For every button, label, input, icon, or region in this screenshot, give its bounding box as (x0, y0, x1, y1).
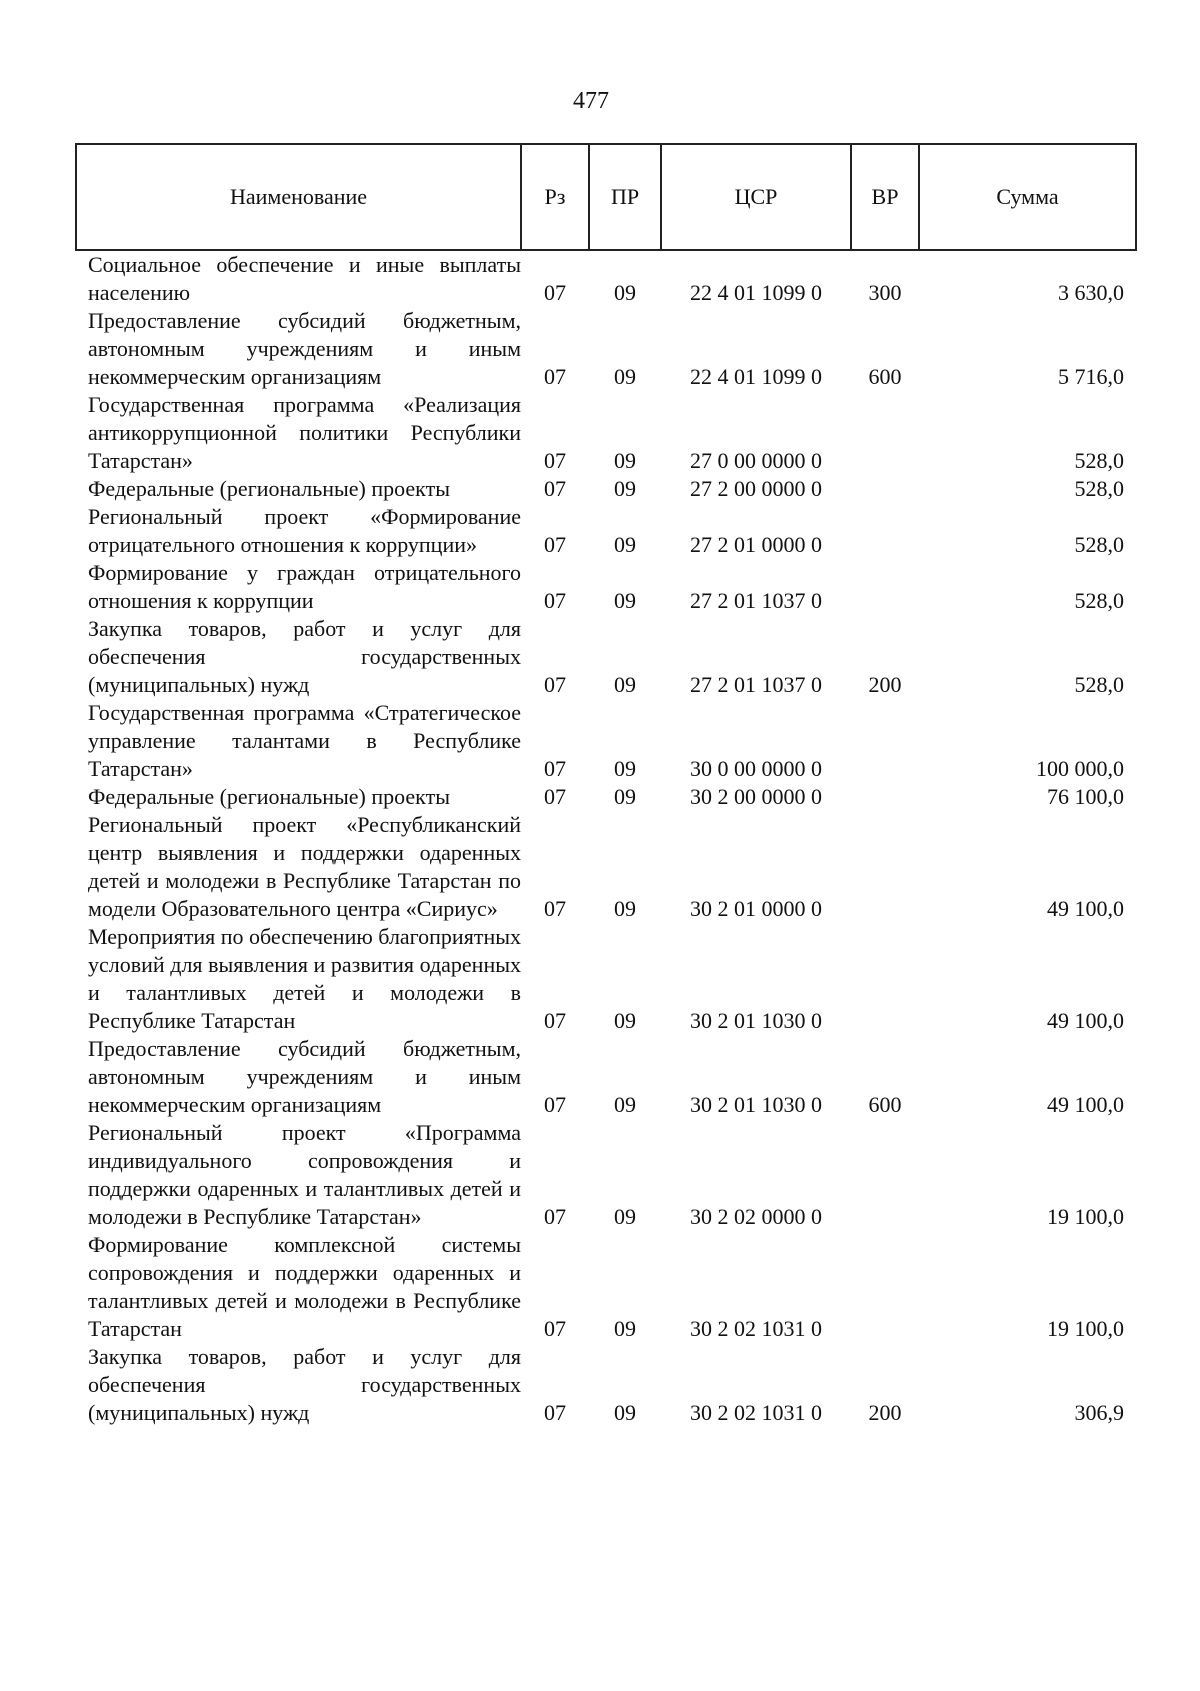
cell-name: Предоставление субсидий бюджетным, автономным учреждениям и иным некоммерческим организациям (88, 1036, 521, 1117)
header-vr: ВР (851, 144, 919, 250)
table-row (76, 923, 1136, 1035)
table-row (76, 503, 1136, 559)
table-row (76, 307, 1136, 391)
cell-name: Закупка товаров, работ и услуг для обеспечения государственных (муниципальных) нужд (88, 1344, 521, 1425)
cell-vr: 300 (868, 280, 902, 305)
cell-csr: 30 2 02 0000 0 (690, 1204, 822, 1229)
cell-vr (851, 1231, 919, 1343)
cell-csr: 27 0 00 0000 0 (690, 448, 822, 473)
cell-csr: 27 2 01 1037 0 (690, 672, 822, 697)
cell-sum: 528,0 (1074, 476, 1124, 501)
cell-vr (851, 923, 919, 1035)
budget-table (75, 143, 1137, 1427)
table-row (76, 1343, 1136, 1427)
cell-pr: 09 (614, 1316, 636, 1341)
cell-csr: 30 2 01 1030 0 (690, 1092, 822, 1117)
cell-csr: 30 0 00 0000 0 (690, 756, 822, 781)
cell-vr (851, 1119, 919, 1231)
cell-vr (851, 783, 919, 811)
cell-rz: 07 (544, 532, 566, 557)
cell-csr: 30 2 01 1030 0 (690, 1008, 822, 1033)
cell-pr: 09 (614, 1008, 636, 1033)
cell-sum: 306,9 (1074, 1400, 1124, 1425)
page-number: 477 (573, 88, 609, 114)
cell-name: Формирование комплексной системы сопровождения и поддержки одаренных и талантливых детей и молодежи в Республике Татарстан (88, 1232, 521, 1341)
table-row (76, 699, 1136, 783)
table-row (76, 783, 1136, 811)
cell-rz: 07 (544, 672, 566, 697)
header-pr: ПР (589, 144, 661, 250)
cell-sum: 49 100,0 (1047, 1092, 1124, 1117)
cell-sum: 100 000,0 (1036, 756, 1124, 781)
cell-sum: 528,0 (1074, 588, 1124, 613)
cell-csr: 22 4 01 1099 0 (690, 364, 822, 389)
table-row (76, 811, 1136, 923)
cell-rz: 07 (544, 448, 566, 473)
cell-csr: 22 4 01 1099 0 (690, 280, 822, 305)
cell-sum: 49 100,0 (1047, 1008, 1124, 1033)
cell-vr (851, 559, 919, 615)
table-body (76, 250, 1136, 1427)
cell-sum: 528,0 (1074, 448, 1124, 473)
cell-rz: 07 (544, 280, 566, 305)
cell-csr: 27 2 01 0000 0 (690, 532, 822, 557)
cell-rz: 07 (544, 784, 566, 809)
cell-name: Региональный проект «Программа индивидуального сопровождения и поддержки одаренных и талантливых детей и молодежи в Республике Татарстан» (88, 1120, 521, 1229)
table-header (76, 144, 1136, 250)
table-row (76, 615, 1136, 699)
cell-name: Государственная программа «Стратегическое управление талантами в Республике Татарстан» (88, 700, 521, 781)
header-csr: ЦСР (661, 144, 851, 250)
cell-rz: 07 (544, 1400, 566, 1425)
table-row (76, 391, 1136, 475)
table-row (76, 1231, 1136, 1343)
cell-sum: 528,0 (1074, 532, 1124, 557)
cell-vr (851, 811, 919, 923)
cell-pr: 09 (614, 448, 636, 473)
cell-sum: 76 100,0 (1047, 784, 1124, 809)
header-name: Наименование (76, 144, 521, 250)
cell-name: Государственная программа «Реализация антикоррупционной политики Республики Татарстан» (88, 392, 521, 473)
cell-vr: 200 (868, 672, 902, 697)
cell-csr: 27 2 00 0000 0 (690, 476, 822, 501)
table-row (76, 1119, 1136, 1231)
cell-pr: 09 (614, 672, 636, 697)
cell-pr: 09 (614, 532, 636, 557)
cell-name: Закупка товаров, работ и услуг для обеспечения государственных (муниципальных) нужд (88, 616, 521, 697)
cell-pr: 09 (614, 896, 636, 921)
cell-csr: 30 2 00 0000 0 (690, 784, 822, 809)
cell-rz: 07 (544, 756, 566, 781)
cell-sum: 49 100,0 (1047, 896, 1124, 921)
cell-csr: 30 2 01 0000 0 (690, 896, 822, 921)
cell-rz: 07 (544, 588, 566, 613)
header-sum: Сумма (919, 144, 1136, 250)
cell-rz: 07 (544, 896, 566, 921)
cell-pr: 09 (614, 756, 636, 781)
cell-sum: 528,0 (1074, 672, 1124, 697)
cell-rz: 07 (544, 1008, 566, 1033)
cell-sum: 3 630,0 (1058, 280, 1124, 305)
cell-name: Федеральные (региональные) проекты (88, 476, 450, 501)
cell-name: Региональный проект «Формирование отрицательного отношения к коррупции» (88, 504, 521, 557)
cell-pr: 09 (614, 1400, 636, 1425)
cell-rz: 07 (544, 1204, 566, 1229)
cell-name: Мероприятия по обеспечению благоприятных условий для выявления и развития одаренных и талантливых детей и молодежи в Республике Татарстан (88, 924, 521, 1033)
cell-pr: 09 (614, 476, 636, 501)
cell-name: Предоставление субсидий бюджетным, автономным учреждениям и иным некоммерческим организациям (88, 308, 521, 389)
table-row (76, 475, 1136, 503)
cell-pr: 09 (614, 364, 636, 389)
cell-csr: 30 2 02 1031 0 (690, 1400, 822, 1425)
cell-vr (851, 503, 919, 559)
cell-csr: 27 2 01 1037 0 (690, 588, 822, 613)
cell-name: Федеральные (региональные) проекты (88, 784, 450, 809)
cell-vr (851, 699, 919, 783)
cell-name: Формирование у граждан отрицательного отношения к коррупции (88, 560, 521, 613)
cell-sum: 5 716,0 (1058, 364, 1124, 389)
cell-csr: 30 2 02 1031 0 (690, 1316, 822, 1341)
cell-name: Социальное обеспечение и иные выплаты населению (88, 252, 521, 305)
cell-vr (851, 475, 919, 503)
cell-pr: 09 (614, 280, 636, 305)
cell-vr: 600 (868, 1092, 902, 1117)
cell-vr: 600 (868, 364, 902, 389)
cell-pr: 09 (614, 784, 636, 809)
cell-rz: 07 (544, 476, 566, 501)
cell-sum: 19 100,0 (1047, 1316, 1124, 1341)
cell-vr (851, 391, 919, 475)
cell-pr: 09 (614, 1204, 636, 1229)
table-row (76, 250, 1136, 307)
cell-pr: 09 (614, 588, 636, 613)
cell-pr: 09 (614, 1092, 636, 1117)
cell-vr: 200 (868, 1400, 902, 1425)
cell-rz: 07 (544, 1092, 566, 1117)
cell-name: Региональный проект «Республиканский центр выявления и поддержки одаренных детей и молодежи в Республике Татарстан по модели Образовательного центра «Сириус» (88, 812, 521, 921)
cell-rz: 07 (544, 1316, 566, 1341)
cell-rz: 07 (544, 364, 566, 389)
table-row (76, 559, 1136, 615)
header-rz: Рз (521, 144, 589, 250)
cell-sum: 19 100,0 (1047, 1204, 1124, 1229)
table-row (76, 1035, 1136, 1119)
